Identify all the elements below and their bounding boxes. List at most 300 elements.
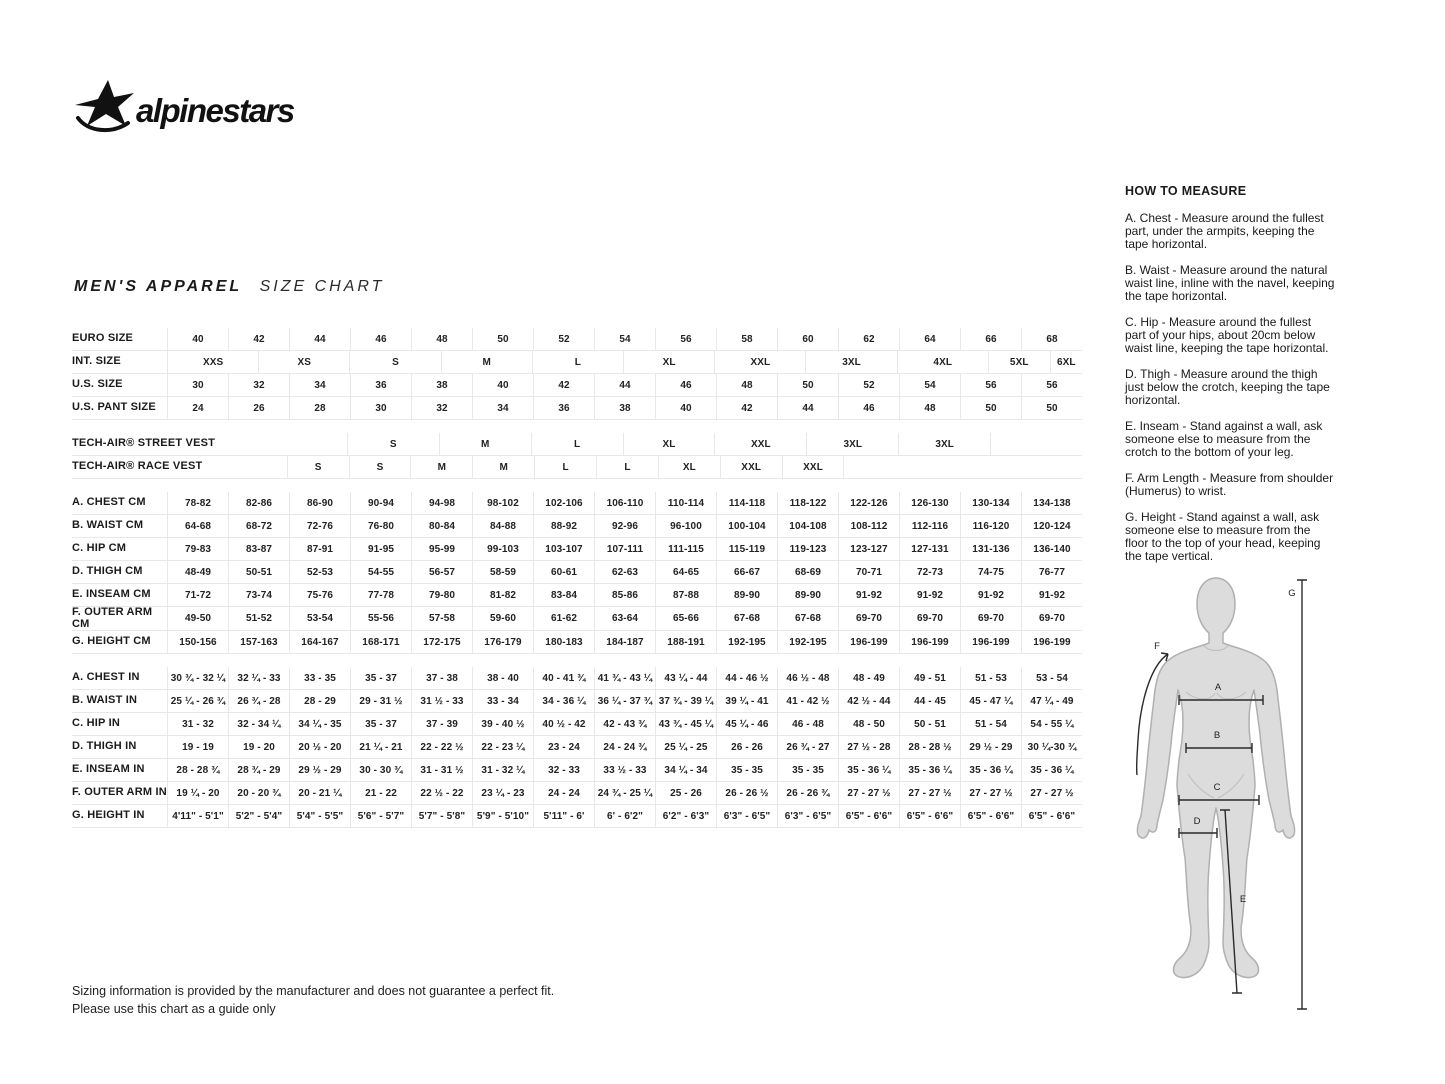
size-cell: 54 — [899, 374, 960, 396]
size-cell: 108-112 — [838, 515, 899, 537]
size-cell: 6'3" - 6'5" — [716, 805, 777, 827]
size-cell: 122-126 — [838, 492, 899, 514]
size-cell: 157-163 — [228, 631, 289, 653]
size-cell: 29 ½ - 29 — [960, 736, 1021, 758]
size-cell: 27 - 27 ½ — [1021, 782, 1082, 804]
size-cell: 164-167 — [289, 631, 350, 653]
table-row — [72, 374, 1082, 397]
size-cell: 59-60 — [472, 607, 533, 630]
size-cell: 35 - 36 ¼ — [1021, 759, 1082, 781]
size-cell: 6'5" - 6'6" — [838, 805, 899, 827]
size-cell: S — [349, 351, 440, 373]
row-label: INT. SIZE — [72, 355, 121, 368]
row-label: G. HEIGHT IN — [72, 809, 145, 822]
size-cell: 26 - 26 ¾ — [777, 782, 838, 804]
size-cell: 120-124 — [1021, 515, 1082, 537]
size-cell: 25 ¼ - 26 ¾ — [167, 690, 228, 712]
size-cell: 5'11" - 6' — [533, 805, 594, 827]
size-cell: 79-83 — [167, 538, 228, 560]
size-cell: 24 - 24 ¾ — [594, 736, 655, 758]
size-cell: 42 - 43 ¾ — [594, 713, 655, 735]
size-cell: 34 ¼ - 34 — [655, 759, 716, 781]
size-cell: 27 - 27 ½ — [838, 782, 899, 804]
size-cell: 104-108 — [777, 515, 838, 537]
row-label: TECH-AIR® STREET VEST — [72, 437, 216, 450]
table-section — [72, 433, 1082, 479]
size-cell: 48 - 49 — [838, 667, 899, 689]
size-cell: 72-73 — [899, 561, 960, 583]
size-cell: 36 ¼ - 37 ¾ — [594, 690, 655, 712]
size-cell: 196-199 — [899, 631, 960, 653]
size-cell: 53 - 54 — [1021, 667, 1082, 689]
size-cell: 6' - 6'2" — [594, 805, 655, 827]
size-cell: 49-50 — [167, 607, 228, 630]
size-cell: 44 — [777, 397, 838, 419]
row-label: TECH-AIR® RACE VEST — [72, 460, 203, 473]
size-cell: 24 — [167, 397, 228, 419]
measure-instruction: A. Chest - Measure around the fullest part, under the armpits, keeping the tape horizontal. — [1125, 211, 1324, 251]
size-cell: 46 — [350, 328, 411, 350]
size-cell: 86-90 — [289, 492, 350, 514]
size-cell: 81-82 — [472, 584, 533, 606]
size-cell: 37 - 38 — [411, 667, 472, 689]
how-to-measure-paragraphs — [1125, 212, 1335, 563]
size-cell: 47 ¼ - 49 — [1021, 690, 1082, 712]
size-cell: 180-183 — [533, 631, 594, 653]
size-cell: 38 — [411, 374, 472, 396]
size-cell: 85-86 — [594, 584, 655, 606]
size-cell: 46 — [838, 397, 899, 419]
size-cell: 32 — [411, 397, 472, 419]
size-cell: 91-92 — [899, 584, 960, 606]
table-row — [72, 713, 1082, 736]
size-cell: 91-92 — [960, 584, 1021, 606]
size-cell: 196-199 — [838, 631, 899, 653]
row-label: F. OUTER ARM CM — [72, 606, 153, 630]
table-section — [72, 667, 1082, 828]
size-cell: 32 - 33 — [533, 759, 594, 781]
size-cell: 79-80 — [411, 584, 472, 606]
body-silhouette-diagram — [1126, 568, 1445, 1023]
table-row — [72, 759, 1082, 782]
footer-disclaimer — [72, 983, 554, 1018]
size-cell: 36 — [350, 374, 411, 396]
size-chart-table — [72, 328, 1082, 841]
size-cell: 131-136 — [960, 538, 1021, 560]
size-cell: 26 - 26 — [716, 736, 777, 758]
size-cell: 50 — [472, 328, 533, 350]
size-cell: 76-77 — [1021, 561, 1082, 583]
table-row — [72, 351, 1082, 374]
body-silhouette — [1137, 578, 1294, 978]
size-cell: M — [441, 351, 532, 373]
size-cell: 80-84 — [411, 515, 472, 537]
size-cell: 68-72 — [228, 515, 289, 537]
size-cell: 5'2" - 5'4" — [228, 805, 289, 827]
measure-instruction: E. Inseam - Stand against a wall, ask someone else to measure from the crotch to the bottom of your leg. — [1125, 419, 1323, 459]
row-label: E. INSEAM IN — [72, 763, 145, 776]
size-cell: 32 ¼ - 33 — [228, 667, 289, 689]
size-cell: 67-68 — [777, 607, 838, 630]
label-chest: A — [1214, 682, 1222, 693]
label-height: G — [1288, 588, 1296, 599]
size-cell: XXL — [782, 456, 844, 478]
size-cell: 103-107 — [533, 538, 594, 560]
size-cell: 188-191 — [655, 631, 716, 653]
size-cell: 114-118 — [716, 492, 777, 514]
measure-instruction: B. Waist - Measure around the natural waist line, inline with the navel, keeping the tape horizontal. — [1125, 263, 1335, 303]
size-cell: 99-103 — [472, 538, 533, 560]
label-hip: C — [1213, 782, 1221, 793]
size-cell: 21 ¼ - 21 — [350, 736, 411, 758]
size-cell: 19 ¼ - 20 — [167, 782, 228, 804]
size-cell: 26 ¾ - 27 — [777, 736, 838, 758]
size-cell: 196-199 — [1021, 631, 1082, 653]
size-cell: 39 ¼ - 41 — [716, 690, 777, 712]
size-cell: 68-69 — [777, 561, 838, 583]
size-cell: 35 - 35 — [716, 759, 777, 781]
size-cell: 28 - 29 — [289, 690, 350, 712]
size-cell: 90-94 — [350, 492, 411, 514]
size-cell: 91-92 — [1021, 584, 1082, 606]
size-cell: 52 — [533, 328, 594, 350]
size-cell: 46 — [655, 374, 716, 396]
size-cell: 112-116 — [899, 515, 960, 537]
size-cell: 32 - 34 ¼ — [228, 713, 289, 735]
size-cell: 83-87 — [228, 538, 289, 560]
size-cell: 3XL — [898, 433, 990, 455]
size-cell: 66 — [960, 328, 1021, 350]
size-cell: M — [472, 456, 534, 478]
measure-instruction: C. Hip - Measure around the fullest part of your hips, about 20cm below waist line, keeping the tape horizontal. — [1125, 315, 1329, 355]
size-cell: 130-134 — [960, 492, 1021, 514]
size-cell: 68 — [1021, 328, 1082, 350]
size-cell: 37 - 39 — [411, 713, 472, 735]
size-cell: 6'2" - 6'3" — [655, 805, 716, 827]
table-row — [72, 433, 1082, 456]
size-cell: S — [349, 456, 411, 478]
empty-cell — [990, 433, 1082, 455]
size-cell: 23 ¼ - 23 — [472, 782, 533, 804]
size-cell: 115-119 — [716, 538, 777, 560]
size-cell: 51-52 — [228, 607, 289, 630]
size-cell: 6'5" - 6'6" — [1021, 805, 1082, 827]
size-cell: 31 ½ - 33 — [411, 690, 472, 712]
row-label: B. WAIST CM — [72, 519, 144, 532]
how-to-measure-panel — [1125, 185, 1335, 576]
size-cell: 34 ¼ - 35 — [289, 713, 350, 735]
size-cell: 136-140 — [1021, 538, 1082, 560]
size-cell: XXL — [714, 351, 805, 373]
size-cell: 46 ½ - 48 — [777, 667, 838, 689]
table-row — [72, 782, 1082, 805]
size-cell: 21 - 22 — [350, 782, 411, 804]
size-cell: 91-95 — [350, 538, 411, 560]
size-cell: XXS — [167, 351, 258, 373]
size-cell: 56 — [1021, 374, 1082, 396]
table-row — [72, 690, 1082, 713]
size-cell: 107-111 — [594, 538, 655, 560]
table-row — [72, 805, 1082, 828]
size-cell: 50 — [960, 397, 1021, 419]
table-row — [72, 328, 1082, 351]
size-cell: 57-58 — [411, 607, 472, 630]
size-cell: 31 - 32 — [167, 713, 228, 735]
measure-instruction: D. Thigh - Measure around the thigh just below the crotch, keeping the tape horizontal. — [1125, 367, 1330, 407]
size-cell: 5'9" - 5'10" — [472, 805, 533, 827]
row-label: D. THIGH IN — [72, 740, 137, 753]
size-cell: 35 - 36 ¼ — [960, 759, 1021, 781]
size-cell: 24 - 24 — [533, 782, 594, 804]
size-cell: 71-72 — [167, 584, 228, 606]
size-cell: 118-122 — [777, 492, 838, 514]
label-waist: B — [1213, 730, 1221, 741]
size-cell: 26 - 26 ½ — [716, 782, 777, 804]
size-cell: 33 ½ - 33 — [594, 759, 655, 781]
size-cell: 42 — [533, 374, 594, 396]
size-cell: 89-90 — [777, 584, 838, 606]
table-row — [72, 631, 1082, 654]
size-cell: 184-187 — [594, 631, 655, 653]
size-cell: 75-76 — [289, 584, 350, 606]
size-cell: 150-156 — [167, 631, 228, 653]
size-cell: 134-138 — [1021, 492, 1082, 514]
size-cell: 60 — [777, 328, 838, 350]
size-cell: 56-57 — [411, 561, 472, 583]
size-cell: 67-68 — [716, 607, 777, 630]
size-cell: 28 — [289, 397, 350, 419]
size-cell: 29 - 31 ½ — [350, 690, 411, 712]
size-cell: M — [439, 433, 531, 455]
row-label: G. HEIGHT CM — [72, 635, 151, 648]
size-cell: 89-90 — [716, 584, 777, 606]
size-cell: 4'11" - 5'1" — [167, 805, 228, 827]
size-cell: 26 ¾ - 28 — [228, 690, 289, 712]
size-cell: 40 — [167, 328, 228, 350]
size-cell: 38 — [594, 397, 655, 419]
size-cell: 119-123 — [777, 538, 838, 560]
size-cell: 40 — [655, 397, 716, 419]
size-cell: 70-71 — [838, 561, 899, 583]
size-cell: 72-76 — [289, 515, 350, 537]
size-cell: 45 ¼ - 46 — [716, 713, 777, 735]
size-cell: 30 ¾ - 32 ¼ — [167, 667, 228, 689]
size-cell: 27 - 27 ½ — [960, 782, 1021, 804]
star-icon — [75, 80, 134, 126]
size-cell: 126-130 — [899, 492, 960, 514]
table-section — [72, 492, 1082, 654]
size-cell: 42 — [228, 328, 289, 350]
size-cell: 5'7" - 5'8" — [411, 805, 472, 827]
size-cell: 34 - 36 ¼ — [533, 690, 594, 712]
size-cell: 3XL — [806, 433, 898, 455]
size-cell: 42 ½ - 44 — [838, 690, 899, 712]
size-cell: 98-102 — [472, 492, 533, 514]
size-cell: 58 — [716, 328, 777, 350]
size-cell: 30 - 30 ¾ — [350, 759, 411, 781]
size-cell: 64 — [899, 328, 960, 350]
size-cell: XXL — [714, 433, 806, 455]
size-cell: 63-64 — [594, 607, 655, 630]
size-cell: 43 ¼ - 44 — [655, 667, 716, 689]
size-cell: 52-53 — [289, 561, 350, 583]
row-label: A. CHEST IN — [72, 671, 140, 684]
size-cell: 27 - 27 ½ — [899, 782, 960, 804]
size-cell: 34 — [289, 374, 350, 396]
size-cell: 48 - 50 — [838, 713, 899, 735]
row-label: EURO SIZE — [72, 332, 134, 345]
size-cell: 55-56 — [350, 607, 411, 630]
size-cell: 65-66 — [655, 607, 716, 630]
table-row — [72, 538, 1082, 561]
size-cell: 49 - 51 — [899, 667, 960, 689]
size-cell: 82-86 — [228, 492, 289, 514]
alpinestars-logo — [72, 78, 332, 140]
size-cell: L — [531, 433, 623, 455]
row-label: B. WAIST IN — [72, 694, 138, 707]
size-cell: 6'5" - 6'6" — [960, 805, 1021, 827]
size-cell: M — [410, 456, 472, 478]
size-cell: 106-110 — [594, 492, 655, 514]
size-cell: 35 - 37 — [350, 667, 411, 689]
size-cell: 22 - 23 ¼ — [472, 736, 533, 758]
size-cell: 40 - 41 ¾ — [533, 667, 594, 689]
size-cell: 78-82 — [167, 492, 228, 514]
size-cell: 91-92 — [838, 584, 899, 606]
table-section — [72, 328, 1082, 420]
size-cell: 31 - 31 ½ — [411, 759, 472, 781]
size-cell: 45 - 47 ¼ — [960, 690, 1021, 712]
page-title — [74, 278, 384, 296]
page-title-primary: MEN'S APPAREL — [74, 278, 243, 295]
size-cell: 60-61 — [533, 561, 594, 583]
size-cell: 44 - 45 — [899, 690, 960, 712]
size-cell: S — [347, 433, 439, 455]
size-cell: 111-115 — [655, 538, 716, 560]
size-cell: XL — [623, 433, 715, 455]
size-cell: 20 - 21 ¼ — [289, 782, 350, 804]
size-cell: 84-88 — [472, 515, 533, 537]
size-cell: 54 — [594, 328, 655, 350]
size-cell: 33 - 35 — [289, 667, 350, 689]
size-cell: 19 - 19 — [167, 736, 228, 758]
size-cell: 56 — [655, 328, 716, 350]
size-cell: 96-100 — [655, 515, 716, 537]
size-cell: 35 - 35 — [777, 759, 838, 781]
size-cell: 42 — [716, 397, 777, 419]
size-cell: 88-92 — [533, 515, 594, 537]
logo-wordmark: alpinestars — [136, 92, 294, 129]
size-cell: 20 - 20 ¾ — [228, 782, 289, 804]
row-label: E. INSEAM CM — [72, 588, 151, 601]
size-cell: 22 ½ - 22 — [411, 782, 472, 804]
size-cell: 28 - 28 ½ — [899, 736, 960, 758]
table-row — [72, 492, 1082, 515]
size-cell: 50 — [777, 374, 838, 396]
size-cell: 5'6" - 5'7" — [350, 805, 411, 827]
size-cell: 5XL — [988, 351, 1050, 373]
row-label: U.S. SIZE — [72, 378, 123, 391]
row-label: F. OUTER ARM IN — [72, 786, 167, 799]
table-row — [72, 561, 1082, 584]
label-arm-length: F — [1154, 641, 1160, 652]
measure-instruction: F. Arm Length - Measure from shoulder (Humerus) to wrist. — [1125, 471, 1334, 498]
alpinestars-logo-graphic — [72, 78, 332, 140]
size-cell: 77-78 — [350, 584, 411, 606]
size-cell: 53-54 — [289, 607, 350, 630]
table-row — [72, 607, 1082, 631]
size-cell: 64-68 — [167, 515, 228, 537]
size-cell: 20 ½ - 20 — [289, 736, 350, 758]
size-cell: 64-65 — [655, 561, 716, 583]
size-cell: 39 - 40 ½ — [472, 713, 533, 735]
empty-cell — [843, 456, 1081, 478]
size-cell: 92-96 — [594, 515, 655, 537]
size-cell: 196-199 — [960, 631, 1021, 653]
size-cell: 74-75 — [960, 561, 1021, 583]
size-cell: 37 ¾ - 39 ¼ — [655, 690, 716, 712]
size-cell: 52 — [838, 374, 899, 396]
size-cell: 172-175 — [411, 631, 472, 653]
row-label: A. CHEST CM — [72, 496, 146, 509]
footer-line-1: Sizing information is provided by the manufacturer and does not guarantee a perfect fit. — [72, 984, 555, 998]
size-cell: 69-70 — [838, 607, 899, 630]
row-label: C. HIP CM — [72, 542, 127, 555]
size-cell: 48 — [411, 328, 472, 350]
size-cell: XL — [623, 351, 714, 373]
size-cell: 110-114 — [655, 492, 716, 514]
label-inseam: E — [1239, 894, 1247, 905]
table-row — [72, 736, 1082, 759]
size-cell: 4XL — [897, 351, 988, 373]
size-cell: 32 — [228, 374, 289, 396]
size-cell: 48 — [899, 397, 960, 419]
size-cell: S — [287, 456, 349, 478]
size-cell: 30 — [350, 397, 411, 419]
size-cell: 41 ¾ - 43 ¼ — [594, 667, 655, 689]
size-cell: 48-49 — [167, 561, 228, 583]
size-cell: 123-127 — [838, 538, 899, 560]
size-cell: 50-51 — [228, 561, 289, 583]
size-cell: 29 ½ - 29 — [289, 759, 350, 781]
size-cell: 44 - 46 ½ — [716, 667, 777, 689]
size-cell: 56 — [960, 374, 1021, 396]
table-row — [72, 515, 1082, 538]
size-cell: 62-63 — [594, 561, 655, 583]
size-cell: 73-74 — [228, 584, 289, 606]
row-label: C. HIP IN — [72, 717, 121, 730]
size-cell: 25 ¼ - 25 — [655, 736, 716, 758]
size-cell: 87-88 — [655, 584, 716, 606]
page-title-secondary: SIZE CHART — [259, 278, 385, 295]
size-cell: 54-55 — [350, 561, 411, 583]
size-cell: 46 - 48 — [777, 713, 838, 735]
size-cell: 27 ½ - 28 — [838, 736, 899, 758]
size-cell: 24 ¾ - 25 ¼ — [594, 782, 655, 804]
size-cell: 62 — [838, 328, 899, 350]
table-row — [72, 456, 1082, 479]
size-cell: 48 — [716, 374, 777, 396]
how-to-measure-title: HOW TO MEASURE — [1125, 184, 1247, 198]
size-cell: 95-99 — [411, 538, 472, 560]
size-cell: L — [534, 456, 596, 478]
size-cell: 36 — [533, 397, 594, 419]
size-cell: 26 — [228, 397, 289, 419]
size-cell: 6'3" - 6'5" — [777, 805, 838, 827]
size-cell: 76-80 — [350, 515, 411, 537]
size-cell: 33 - 34 — [472, 690, 533, 712]
footer-line-2: Please use this chart as a guide only — [72, 1001, 276, 1016]
